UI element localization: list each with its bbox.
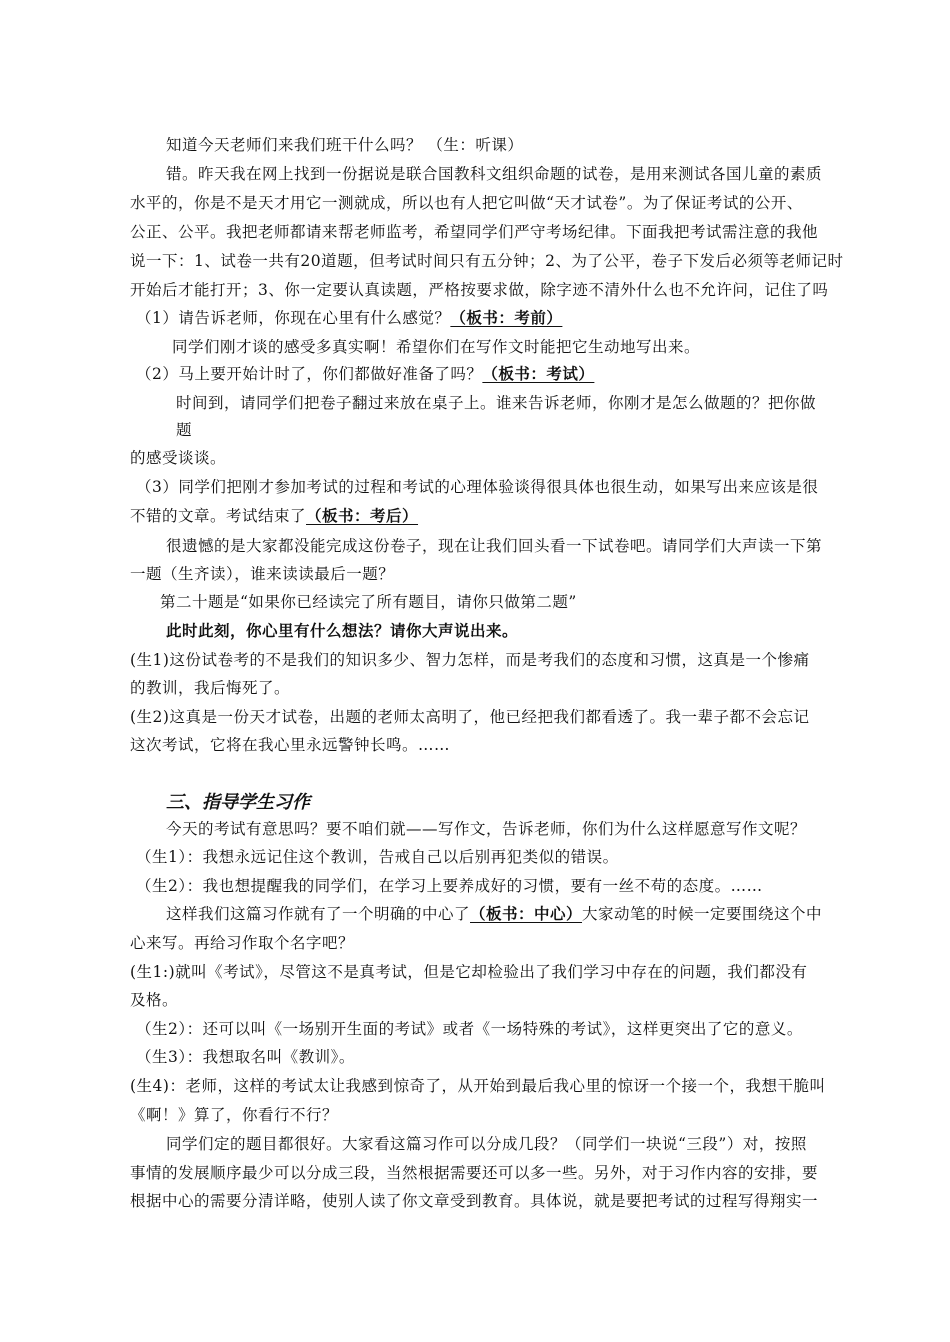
bold-prompt: 此时此刻，你心里有什么想法？请你大声说出来。 bbox=[166, 621, 519, 640]
paragraph-line: 时间到，请同学们把卷子翻过来放在桌子上。谁来告诉老师，你刚才是怎么做题的？把你做 bbox=[176, 394, 817, 412]
paragraph-line: 第二十题是“如果你已经读完了所有题目，请你只做第二题” bbox=[160, 593, 577, 611]
paragraph-line: (生4)：老师，这样的考试太让我感到惊奇了，从开始到最后我心里的惊讶一个接一个，我想干脆叫 bbox=[130, 1077, 826, 1095]
paragraph-text: 大家动笔的时候一定要围绕这个中 bbox=[582, 905, 823, 923]
paragraph-line: (生2)这真是一份天才试卷，出题的老师太高明了，他已经把我们都看透了。我一辈子都不会忘记 bbox=[130, 708, 810, 726]
board-note: （板书：考前） bbox=[450, 308, 563, 327]
paragraph-text: 这样我们这篇习作就有了一个明确的中心了 bbox=[166, 905, 471, 923]
paragraph-line: 题 bbox=[176, 421, 193, 439]
paragraph-line bbox=[166, 903, 822, 925]
paragraph-line: 知道今天老师们来我们班干什么吗？ （生：听课） bbox=[166, 136, 524, 154]
paragraph-line bbox=[136, 363, 594, 385]
paragraph-line: （生1）：我想永远记住这个教训，告戒自己以后别再犯类似的错误。 bbox=[136, 848, 619, 866]
paragraph-line: （3）同学们把刚才参加考试的过程和考试的心理体验谈得很具体也很生动，如果写出来应该是很 bbox=[136, 478, 819, 496]
paragraph-line: 同学们定的题目都很好。大家看这篇习作可以分成几段？（同学们一块说“三段”）对，按照 bbox=[166, 1135, 807, 1153]
paragraph-line: （生2）：我也想提醒我的同学们，在学习上要养成好的习惯，要有一丝不苟的态度。…… bbox=[136, 877, 763, 895]
paragraph-line: 今天的考试有意思吗？要不咱们就——写作文，告诉老师，你们为什么这样愿意写作文呢？ bbox=[166, 820, 807, 838]
paragraph-line: 根据中心的需要分清详略，使别人读了你文章受到教育。具体说，就是要把考试的过程写得翔实一 bbox=[130, 1192, 819, 1210]
paragraph-line: 这次考试，它将在我心里永远警钟长鸣。…… bbox=[130, 736, 451, 754]
paragraph-line: 错。昨天我在网上找到一份据说是联合国教科文组织命题的试卷，是用来测试各国儿童的素质 bbox=[166, 165, 823, 183]
question-text: （2）马上要开始计时了，你们都做好准备了吗？ bbox=[136, 365, 483, 383]
paragraph-line: 及格。 bbox=[130, 991, 179, 1009]
board-note: （板书：中心） bbox=[470, 904, 583, 923]
question-text: （1）请告诉老师，你现在心里有什么感觉？ bbox=[136, 309, 451, 327]
paragraph-line: 的感受谈谈。 bbox=[130, 449, 227, 467]
paragraph-line bbox=[130, 505, 418, 527]
section-heading: 三、指导学生习作 bbox=[166, 792, 310, 813]
paragraph-line: (生1)这份试卷考的不是我们的知识多少、智力怎样，而是考我们的态度和习惯，这真是一个惨痛 bbox=[130, 651, 810, 669]
paragraph-line: 说一下：1、试卷一共有20道题，但考试时间只有五分钟；2、为了公平，卷子下发后必须等老师记时 bbox=[130, 252, 844, 270]
board-note: （板书：考后） bbox=[306, 506, 419, 525]
paragraph-line: （生3）：我想取名叫《教训》。 bbox=[136, 1048, 355, 1066]
paragraph-line: 一题（生齐读），谁来读读最后一题？ bbox=[130, 565, 395, 583]
paragraph-line bbox=[136, 307, 562, 329]
paragraph-text: 不错的文章。考试结束了 bbox=[130, 507, 307, 525]
paragraph-line: 公正、公平。我把老师都请来帮老师监考，希望同学们严守考场纪律。下面我把考试需注意的我他 bbox=[130, 223, 819, 241]
paragraph-line: (生1:)就叫《考试》，尽管这不是真考试，但是它却检验出了我们学习中存在的问题，我们都没有 bbox=[130, 963, 808, 981]
paragraph-line: 《啊！》算了，你看行不行？ bbox=[130, 1106, 339, 1124]
paragraph-line: 开始后才能打开；3、你一定要认真读题，严格按要求做，除字迹不清外什么也不允许问，记住了吗 bbox=[130, 281, 829, 299]
paragraph-line: 水平的，你是不是天才用它一测就成，所以也有人把它叫做“天才试卷”。为了保证考试的公开、 bbox=[130, 194, 803, 212]
board-note: （板书：考试） bbox=[482, 364, 595, 383]
paragraph-line: 事情的发展顺序最少可以分成三段，当然根据需要还可以多一些。另外，对于习作内容的安排，要 bbox=[130, 1164, 819, 1182]
paragraph-line: 的教训，我后悔死了。 bbox=[130, 679, 291, 697]
paragraph-line: 很遗憾的是大家都没能完成这份卷子，现在让我们回头看一下试卷吧。请同学们大声读一下第 bbox=[166, 537, 823, 555]
paragraph-line: （生2）：还可以叫《一场别开生面的考试》或者《一场特殊的考试》，这样更突出了它的意义。 bbox=[136, 1020, 803, 1038]
paragraph-line: 同学们刚才谈的感受多真实啊！希望你们在写作文时能把它生动地写出来。 bbox=[172, 338, 701, 356]
paragraph-line: 心来写。再给习作取个名字吧？ bbox=[130, 934, 355, 952]
